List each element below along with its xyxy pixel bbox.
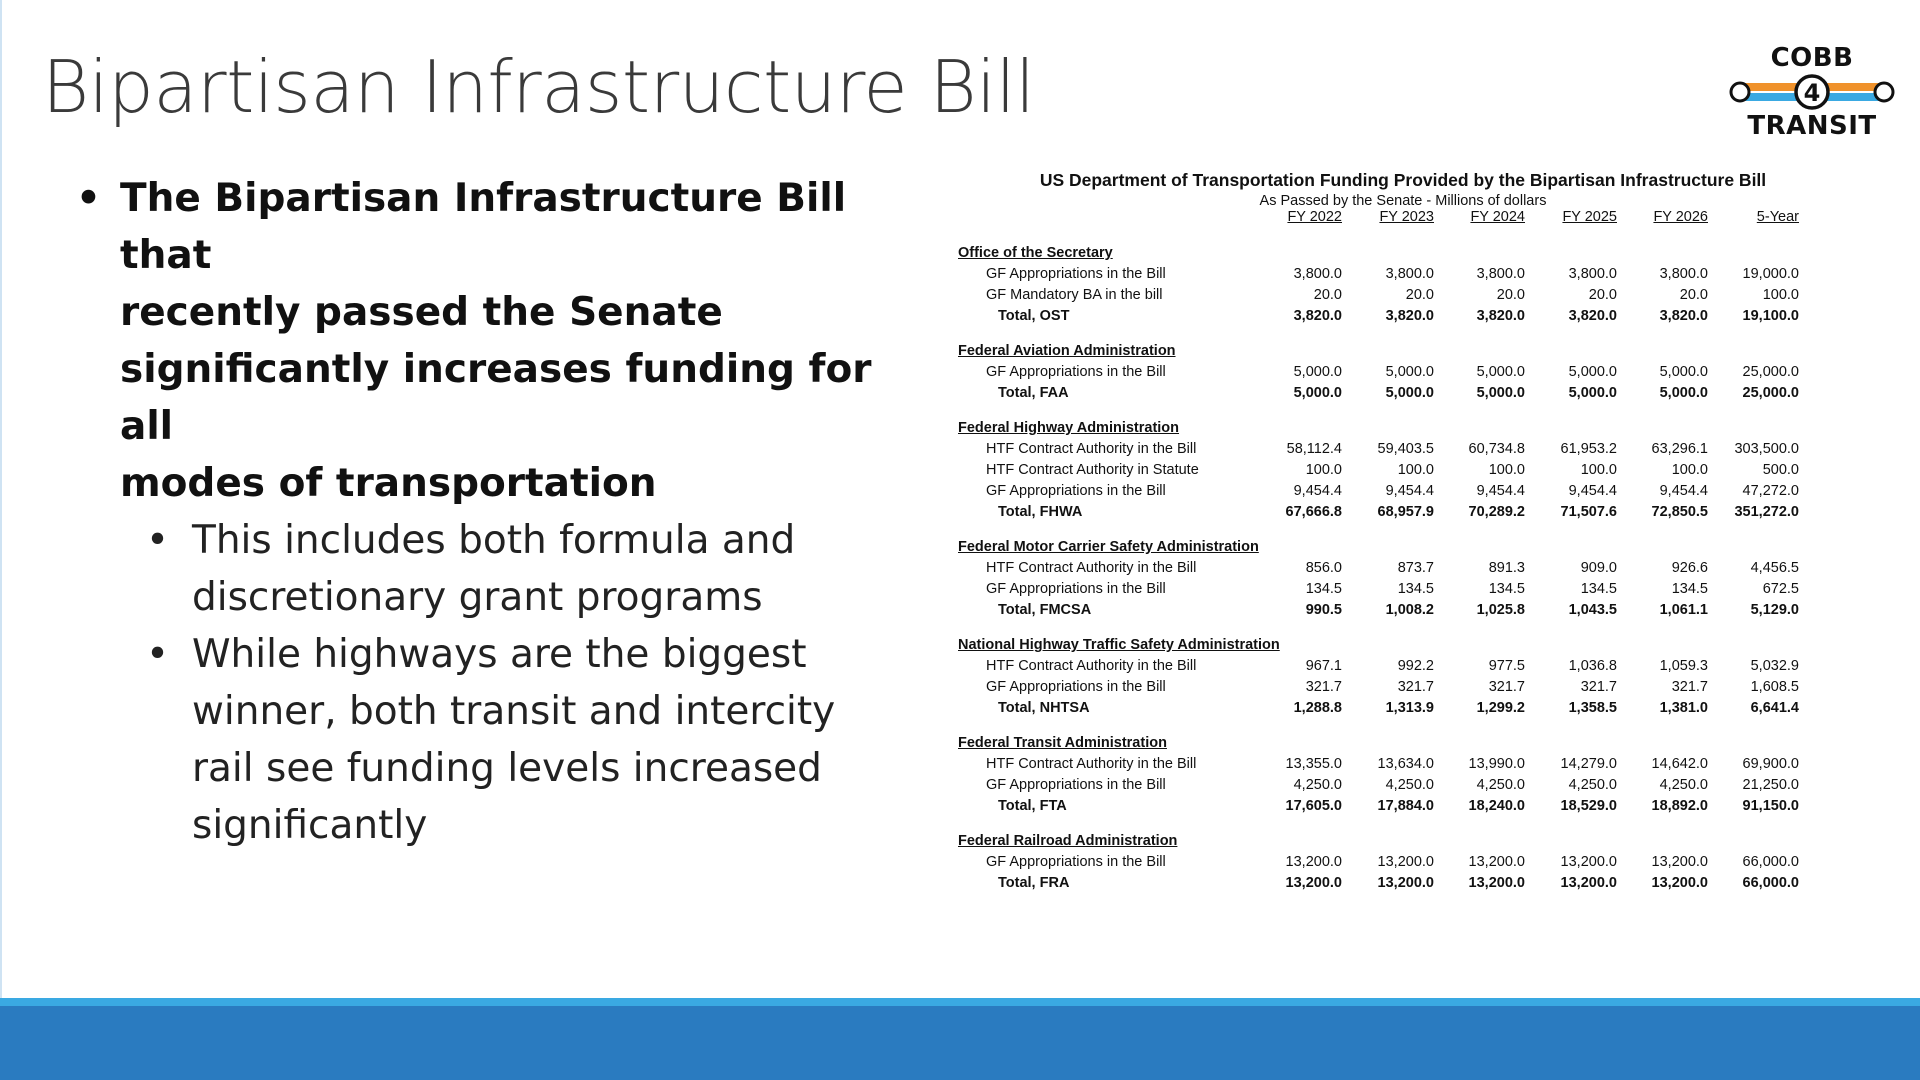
total-value: 5,000.0 — [1659, 385, 1708, 401]
row-value: 1,059.3 — [1659, 658, 1708, 674]
sub-bullet-line: rail see funding levels increased — [192, 746, 822, 791]
row-value: 4,250.0 — [1476, 777, 1525, 793]
row-value: 66,000.0 — [1742, 854, 1799, 870]
row-value: 100.0 — [1305, 462, 1342, 478]
row-value: 856.0 — [1305, 560, 1342, 576]
sub-bullet-line: While highways are the biggest — [192, 632, 807, 677]
row-value: 4,250.0 — [1659, 777, 1708, 793]
table-row — [958, 362, 1848, 383]
row-value: 3,800.0 — [1385, 266, 1434, 282]
row-value: 63,296.1 — [1651, 441, 1708, 457]
row-value: 61,953.2 — [1560, 441, 1617, 457]
total-row — [958, 600, 1848, 621]
table-row — [958, 439, 1848, 460]
slide-left-edge — [0, 0, 2, 1000]
table-row — [958, 460, 1848, 481]
total-value: 17,605.0 — [1285, 798, 1342, 814]
total-value: 13,200.0 — [1468, 875, 1525, 891]
total-value: 1,008.2 — [1385, 602, 1434, 618]
row-label: GF Appropriations in the Bill — [986, 483, 1166, 499]
row-value: 321.7 — [1580, 679, 1617, 695]
total-value: 1,025.8 — [1476, 602, 1525, 618]
column-header: FY 2024 — [1470, 209, 1525, 225]
total-label: Total, FRA — [998, 875, 1070, 891]
bullet-dot-icon: • — [146, 518, 170, 563]
row-value: 20.0 — [1405, 287, 1434, 303]
row-value: 321.7 — [1397, 679, 1434, 695]
table-row — [958, 677, 1848, 698]
row-label: GF Appropriations in the Bill — [986, 854, 1166, 870]
total-value: 72,850.5 — [1651, 504, 1708, 520]
row-value: 4,456.5 — [1750, 560, 1799, 576]
total-label: Total, FHWA — [998, 504, 1083, 520]
logo-line2: TRANSIT — [1747, 111, 1877, 141]
bullet-main-line: recently passed the Senate — [120, 290, 723, 335]
total-label: Total, NHTSA — [998, 700, 1090, 716]
bullet-dot-icon: • — [76, 176, 101, 221]
funding-table — [958, 170, 1848, 894]
table-row — [958, 579, 1848, 600]
total-value: 13,200.0 — [1560, 875, 1617, 891]
row-value: 3,800.0 — [1293, 266, 1342, 282]
row-value: 13,200.0 — [1285, 854, 1342, 870]
row-label: GF Appropriations in the Bill — [986, 364, 1166, 380]
row-value: 21,250.0 — [1742, 777, 1799, 793]
row-value: 14,279.0 — [1560, 756, 1617, 772]
total-value: 1,061.1 — [1659, 602, 1708, 618]
row-value: 100.0 — [1488, 462, 1525, 478]
row-value: 873.7 — [1397, 560, 1434, 576]
row-value: 5,000.0 — [1659, 364, 1708, 380]
row-value: 321.7 — [1305, 679, 1342, 695]
row-label: GF Appropriations in the Bill — [986, 581, 1166, 597]
agency-name: Federal Highway Administration — [958, 420, 1180, 436]
row-value: 9,454.4 — [1568, 483, 1617, 499]
table-row — [958, 285, 1848, 306]
row-label: GF Mandatory BA in the bill — [986, 287, 1163, 303]
row-value: 321.7 — [1488, 679, 1525, 695]
total-value: 18,892.0 — [1651, 798, 1708, 814]
agency-section — [958, 537, 1848, 621]
sub-bullet-line: discretionary grant programs — [192, 575, 763, 620]
row-value: 909.0 — [1580, 560, 1617, 576]
row-value: 891.3 — [1488, 560, 1525, 576]
footer-accent-line — [0, 998, 1920, 1006]
row-value: 100.0 — [1580, 462, 1617, 478]
row-value: 47,272.0 — [1742, 483, 1799, 499]
row-value: 20.0 — [1679, 287, 1708, 303]
funding-table-subtitle: As Passed by the Senate - Millions of dollars — [1259, 193, 1547, 209]
bullet-list — [76, 170, 876, 854]
total-value: 3,820.0 — [1385, 308, 1434, 324]
total-label: Total, OST — [998, 308, 1070, 324]
column-header: FY 2023 — [1379, 209, 1434, 225]
total-value: 5,000.0 — [1476, 385, 1525, 401]
row-value: 25,000.0 — [1742, 364, 1799, 380]
total-value: 3,820.0 — [1659, 308, 1708, 324]
row-value: 1,036.8 — [1568, 658, 1617, 674]
row-value: 59,403.5 — [1377, 441, 1434, 457]
total-row — [958, 796, 1848, 817]
agency-section — [958, 733, 1848, 817]
bullet-dot-icon: • — [146, 632, 170, 677]
agency-section — [958, 831, 1848, 894]
row-value: 13,200.0 — [1651, 854, 1708, 870]
total-value: 13,200.0 — [1651, 875, 1708, 891]
row-label: HTF Contract Authority in the Bill — [986, 756, 1197, 772]
total-value: 1,313.9 — [1385, 700, 1434, 716]
row-value: 20.0 — [1588, 287, 1617, 303]
total-value: 25,000.0 — [1742, 385, 1799, 401]
row-value: 4,250.0 — [1293, 777, 1342, 793]
row-value: 303,500.0 — [1734, 441, 1799, 457]
total-value: 1,381.0 — [1659, 700, 1708, 716]
agency-section — [958, 243, 1848, 327]
total-value: 3,820.0 — [1476, 308, 1525, 324]
total-value: 66,000.0 — [1742, 875, 1799, 891]
row-label: HTF Contract Authority in the Bill — [986, 441, 1197, 457]
total-row — [958, 383, 1848, 404]
total-value: 5,129.0 — [1750, 602, 1799, 618]
row-value: 3,800.0 — [1568, 266, 1617, 282]
row-value: 13,200.0 — [1468, 854, 1525, 870]
funding-table-header-row — [958, 209, 1848, 229]
table-row — [958, 852, 1848, 873]
row-value: 134.5 — [1671, 581, 1708, 597]
total-row — [958, 502, 1848, 523]
cobb4transit-logo — [1728, 40, 1896, 144]
total-value: 17,884.0 — [1377, 798, 1434, 814]
row-value: 13,200.0 — [1560, 854, 1617, 870]
row-label: GF Appropriations in the Bill — [986, 679, 1166, 695]
row-value: 13,634.0 — [1377, 756, 1434, 772]
agency-name: Federal Railroad Administration — [958, 833, 1178, 849]
footer-bar — [0, 1006, 1920, 1080]
agency-section — [958, 635, 1848, 719]
row-value: 134.5 — [1580, 581, 1617, 597]
table-row — [958, 558, 1848, 579]
total-value: 18,529.0 — [1560, 798, 1617, 814]
row-value: 4,250.0 — [1568, 777, 1617, 793]
sub-bullet-1 — [146, 512, 876, 626]
column-header: 5-Year — [1756, 209, 1799, 225]
table-row — [958, 264, 1848, 285]
column-header: FY 2022 — [1287, 209, 1342, 225]
row-value: 992.2 — [1397, 658, 1434, 674]
row-value: 926.6 — [1671, 560, 1708, 576]
total-value: 5,000.0 — [1385, 385, 1434, 401]
row-label: HTF Contract Authority in Statute — [986, 462, 1199, 478]
funding-table-title: US Department of Transportation Funding Provided by the Bipartisan Infrastructure Bill — [1039, 170, 1767, 190]
sub-bullet-line: This includes both formula and — [192, 518, 796, 563]
total-value: 68,957.9 — [1377, 504, 1434, 520]
row-value: 1,608.5 — [1750, 679, 1799, 695]
table-row — [958, 656, 1848, 677]
row-value: 977.5 — [1488, 658, 1525, 674]
logo-rail-icon — [1728, 74, 1896, 110]
row-value: 5,000.0 — [1385, 364, 1434, 380]
total-value: 71,507.6 — [1560, 504, 1617, 520]
total-value: 5,000.0 — [1568, 385, 1617, 401]
agency-name: National Highway Traffic Safety Administration — [958, 637, 1280, 653]
slide-title: Bipartisan Infrastructure Bill — [42, 45, 1035, 129]
logo-number: 4 — [1803, 79, 1821, 107]
funding-table-body — [958, 243, 1848, 894]
row-value: 5,000.0 — [1293, 364, 1342, 380]
row-value: 13,200.0 — [1377, 854, 1434, 870]
row-value: 967.1 — [1305, 658, 1342, 674]
total-value: 67,666.8 — [1285, 504, 1342, 520]
sub-bullet-line: significantly — [192, 803, 428, 848]
total-value: 13,200.0 — [1377, 875, 1434, 891]
total-value: 3,820.0 — [1293, 308, 1342, 324]
agency-name: Federal Motor Carrier Safety Administration — [958, 539, 1259, 555]
row-label: GF Appropriations in the Bill — [986, 266, 1166, 282]
row-label: HTF Contract Authority in the Bill — [986, 658, 1197, 674]
agency-name: Office of the Secretary — [958, 245, 1113, 261]
row-value: 13,990.0 — [1468, 756, 1525, 772]
total-value: 6,641.4 — [1750, 700, 1799, 716]
column-header: FY 2026 — [1653, 209, 1708, 225]
total-label: Total, FMCSA — [998, 602, 1092, 618]
total-value: 1,299.2 — [1476, 700, 1525, 716]
row-value: 69,900.0 — [1742, 756, 1799, 772]
row-value: 3,800.0 — [1659, 266, 1708, 282]
agency-name: Federal Aviation Administration — [958, 343, 1176, 359]
row-value: 100.0 — [1671, 462, 1708, 478]
row-value: 5,032.9 — [1750, 658, 1799, 674]
total-value: 990.5 — [1305, 602, 1342, 618]
total-label: Total, FAA — [998, 385, 1069, 401]
row-label: GF Appropriations in the Bill — [986, 777, 1166, 793]
total-label: Total, FTA — [998, 798, 1067, 814]
row-value: 60,734.8 — [1468, 441, 1525, 457]
row-value: 20.0 — [1313, 287, 1342, 303]
bullet-main-line: modes of transportation — [120, 461, 657, 506]
row-value: 58,112.4 — [1286, 441, 1342, 457]
agency-section — [958, 341, 1848, 404]
row-value: 13,355.0 — [1285, 756, 1342, 772]
sub-bullet-2 — [146, 626, 876, 854]
row-value: 5,000.0 — [1476, 364, 1525, 380]
table-row — [958, 754, 1848, 775]
row-value: 3,800.0 — [1476, 266, 1525, 282]
total-value: 351,272.0 — [1734, 504, 1799, 520]
agency-name: Federal Transit Administration — [958, 735, 1167, 751]
total-value: 91,150.0 — [1742, 798, 1799, 814]
total-value: 1,288.8 — [1293, 700, 1342, 716]
row-value: 14,642.0 — [1651, 756, 1708, 772]
total-value: 18,240.0 — [1468, 798, 1525, 814]
logo-line1: COBB — [1770, 43, 1854, 73]
bullet-main-line: significantly increases funding for all — [120, 347, 872, 449]
row-value: 19,000.0 — [1742, 266, 1799, 282]
total-row — [958, 698, 1848, 719]
total-value: 5,000.0 — [1293, 385, 1342, 401]
bullet-main-line: The Bipartisan Infrastructure Bill that — [120, 176, 847, 278]
total-value: 1,358.5 — [1568, 700, 1617, 716]
row-value: 9,454.4 — [1476, 483, 1525, 499]
row-value: 100.0 — [1397, 462, 1434, 478]
total-value: 70,289.2 — [1468, 504, 1525, 520]
row-value: 5,000.0 — [1568, 364, 1617, 380]
column-header: FY 2025 — [1562, 209, 1617, 225]
total-value: 13,200.0 — [1285, 875, 1342, 891]
total-row — [958, 306, 1848, 327]
row-value: 134.5 — [1397, 581, 1434, 597]
total-row — [958, 873, 1848, 894]
row-value: 500.0 — [1762, 462, 1799, 478]
row-value: 4,250.0 — [1385, 777, 1434, 793]
row-value: 321.7 — [1671, 679, 1708, 695]
total-value: 1,043.5 — [1568, 602, 1617, 618]
row-label: HTF Contract Authority in the Bill — [986, 560, 1197, 576]
row-value: 9,454.4 — [1385, 483, 1434, 499]
row-value: 134.5 — [1488, 581, 1525, 597]
table-row — [958, 775, 1848, 796]
agency-section — [958, 418, 1848, 523]
row-value: 672.5 — [1762, 581, 1799, 597]
row-value: 9,454.4 — [1659, 483, 1708, 499]
table-row — [958, 481, 1848, 502]
bullet-main — [76, 170, 876, 512]
total-value: 19,100.0 — [1742, 308, 1799, 324]
row-value: 134.5 — [1305, 581, 1342, 597]
sub-bullet-line: winner, both transit and intercity — [192, 689, 836, 734]
row-value: 100.0 — [1762, 287, 1799, 303]
row-value: 20.0 — [1496, 287, 1525, 303]
total-value: 3,820.0 — [1568, 308, 1617, 324]
row-value: 9,454.4 — [1293, 483, 1342, 499]
